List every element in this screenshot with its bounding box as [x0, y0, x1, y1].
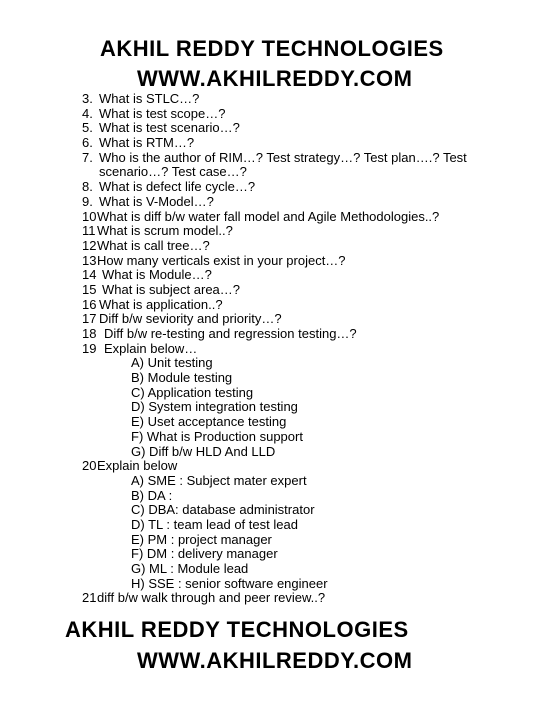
list-item [0, 121, 556, 136]
item-text: Diff b/w seviority and priority…? [99, 311, 282, 327]
list-item [0, 151, 556, 166]
header-url: WWW.AKHILREDDY.COM [137, 66, 413, 91]
item-number: 9. [82, 193, 93, 209]
item-number: 10 [82, 208, 97, 224]
item-text: F) DM : delivery manager [131, 546, 278, 562]
item-text: C) Application testing [131, 384, 254, 400]
item-text: H) SSE : senior software engineer [131, 575, 328, 591]
item-text: D) System integration testing [131, 399, 298, 415]
list-item [0, 445, 556, 460]
list-item [0, 254, 556, 269]
list-item [0, 415, 556, 430]
item-number: 8. [82, 179, 93, 195]
list-item [0, 489, 556, 504]
item-text: A) SME : Subject mater expert [131, 472, 307, 488]
item-text: What is STLC…? [99, 91, 200, 106]
item-text: F) What is Production support [131, 428, 303, 444]
item-text: Explain below… [104, 340, 198, 356]
list-item [0, 371, 556, 386]
item-text: What is Module…? [102, 267, 212, 283]
item-text: Who is the author of RIM…? Test strategy…? Test plan….? Test [99, 149, 467, 165]
item-number: 14 [82, 267, 97, 283]
item-text: C) DBA: database administrator [131, 502, 315, 518]
footer-url: WWW.AKHILREDDY.COM [137, 648, 413, 673]
item-text: A) Unit testing [131, 355, 213, 371]
list-item [0, 459, 556, 474]
list-item [0, 224, 556, 239]
list-item [0, 195, 556, 210]
list-item [0, 327, 556, 342]
item-text: E) Uset acceptance testing [131, 414, 287, 430]
list-item [0, 577, 556, 592]
list-item [0, 342, 556, 357]
item-text: What is V-Model…? [99, 193, 214, 209]
list-item [0, 165, 556, 180]
item-number: 19 [82, 340, 97, 356]
item-text: What is scrum model..? [97, 223, 233, 239]
list-item [0, 283, 556, 298]
item-text: Diff b/w re-testing and regression testing…? [104, 326, 357, 341]
item-number: 5. [82, 120, 93, 136]
list-item [0, 386, 556, 401]
item-text: B) DA : [131, 487, 173, 503]
item-number: 15 [82, 281, 97, 297]
item-text: B) Module testing [131, 370, 233, 386]
item-text: scenario…? Test case…? [99, 164, 247, 180]
header-title: AKHIL REDDY TECHNOLOGIES [100, 36, 444, 61]
list-item [0, 430, 556, 445]
item-number: 7. [82, 149, 93, 165]
list-item [0, 533, 556, 548]
item-text: What is application..? [99, 296, 223, 312]
list-item [0, 518, 556, 533]
footer-title: AKHIL REDDY TECHNOLOGIES [65, 617, 409, 642]
list-item [0, 180, 556, 195]
item-text: Explain below [97, 458, 178, 474]
item-number: 13 [82, 252, 97, 268]
list-item [0, 312, 556, 327]
list-item [0, 547, 556, 562]
list-item [0, 591, 556, 606]
list-item [0, 210, 556, 225]
item-text: What is subject area…? [102, 281, 241, 297]
item-text: How many verticals exist in your project…? [97, 252, 346, 268]
item-number: 17 [82, 311, 97, 327]
item-number: 4. [82, 105, 93, 121]
item-text: G) ML : Module lead [131, 561, 249, 576]
item-text: What is test scenario…? [99, 120, 240, 136]
list-item [0, 356, 556, 371]
list-item [0, 136, 556, 151]
item-number: 18 [82, 326, 97, 341]
item-number: 6. [82, 135, 93, 151]
list-item [0, 298, 556, 313]
item-number: 21 [82, 590, 97, 606]
list-item [0, 400, 556, 415]
item-text: What is defect life cycle…? [99, 179, 256, 195]
question-list [0, 92, 556, 606]
item-text: What is diff b/w water fall model and Agile Methodologies..? [97, 208, 440, 224]
list-item [0, 107, 556, 122]
item-number: 3. [82, 91, 93, 106]
list-item [0, 239, 556, 254]
item-number: 16 [82, 296, 97, 312]
item-text: What is test scope…? [99, 105, 226, 121]
item-text: What is call tree…? [97, 237, 210, 253]
item-text: G) Diff b/w HLD And LLD [131, 443, 276, 459]
item-text: D) TL : team lead of test lead [131, 516, 298, 532]
item-number: 11 [82, 223, 96, 239]
item-text: diff b/w walk through and peer review..? [97, 590, 326, 606]
item-text: What is RTM…? [99, 135, 195, 151]
list-item [0, 268, 556, 283]
list-item [0, 92, 556, 107]
item-number: 20 [82, 458, 97, 474]
item-number: 12 [82, 237, 97, 253]
list-item [0, 562, 556, 577]
list-item [0, 474, 556, 489]
list-item [0, 503, 556, 518]
item-text: E) PM : project manager [131, 531, 272, 547]
